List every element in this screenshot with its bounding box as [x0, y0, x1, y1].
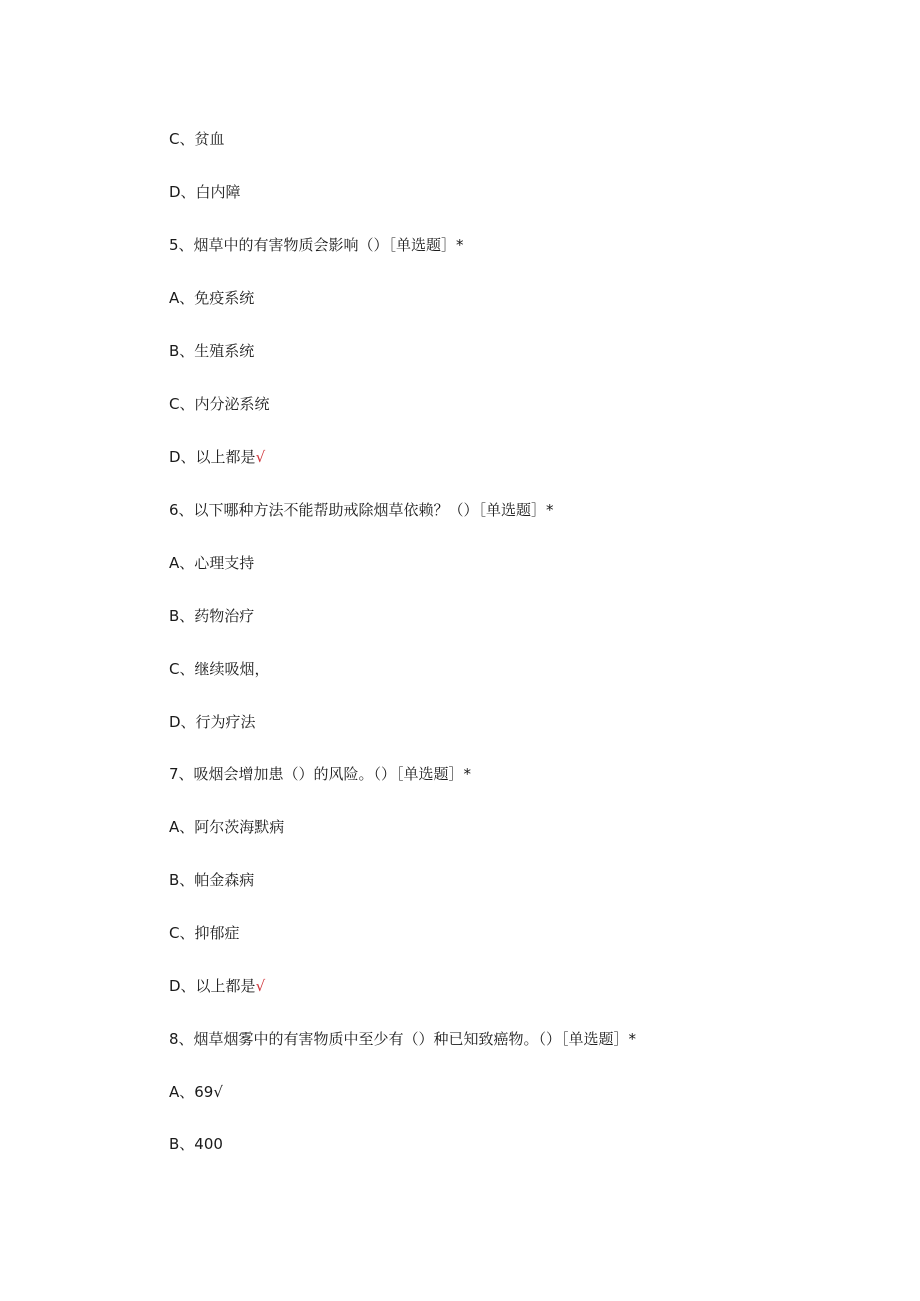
q6-option-a: A、心理支持	[169, 554, 255, 572]
q7-option-a: A、阿尔茨海默病	[169, 818, 285, 836]
q7-option-d: D、以上都是√	[169, 977, 266, 995]
q5-option-c: C、内分泌系统	[169, 395, 270, 413]
q6-option-d: D、行为疗法	[169, 713, 256, 731]
question-5: 5、烟草中的有害物质会影响（）［单选题］*	[169, 236, 464, 254]
correct-check-mark: √	[255, 448, 266, 466]
q6-option-c: C、继续吸烟，	[169, 660, 270, 678]
correct-check-mark: √	[255, 977, 266, 995]
question-8: 8、烟草烟雾中的有害物质中至少有（）种已知致癌物。（）［单选题］*	[169, 1030, 637, 1048]
q5-option-d: D、以上都是√	[169, 448, 266, 466]
q7-option-b: B、帕金森病	[169, 871, 255, 889]
q8-option-b: B、400	[169, 1135, 223, 1153]
q5-option-b: B、生殖系统	[169, 342, 255, 360]
question-7: 7、吸烟会增加患（）的风险。（）［单选题］*	[169, 765, 472, 783]
q5-option-a: A、免疫系统	[169, 289, 255, 307]
q7-option-c: C、抑郁症	[169, 924, 240, 942]
q8-option-a: A、69√	[169, 1083, 223, 1101]
q6-option-b: B、药物治疗	[169, 607, 255, 625]
correct-check-mark: √	[213, 1083, 223, 1101]
question-6: 6、以下哪种方法不能帮助戒除烟草依赖？（）［单选题］*	[169, 501, 554, 519]
option-d-cataract: D、白内障	[169, 183, 241, 201]
option-c-anemia: C、贫血	[169, 130, 225, 148]
